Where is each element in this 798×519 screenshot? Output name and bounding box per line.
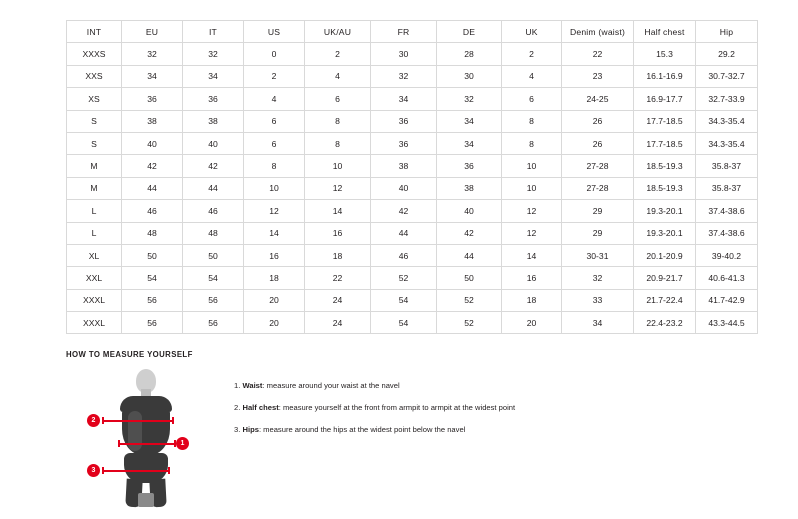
table-cell: 56 xyxy=(122,289,183,311)
table-cell: 34 xyxy=(437,132,502,154)
table-cell: 54 xyxy=(371,312,437,334)
table-cell: 52 xyxy=(437,312,502,334)
table-cell: 17.7-18.5 xyxy=(634,132,696,154)
table-cell: 0 xyxy=(244,43,305,65)
table-cell: 36 xyxy=(371,132,437,154)
table-cell: 32 xyxy=(437,88,502,110)
measure-note-number: 3. xyxy=(234,425,241,435)
table-cell: 16 xyxy=(305,222,371,244)
table-cell: 38 xyxy=(183,110,244,132)
table-cell-size-label: XXS xyxy=(67,65,122,87)
table-row xyxy=(67,312,758,334)
table-cell: 50 xyxy=(437,267,502,289)
table-column-header: DE xyxy=(437,21,502,43)
measure-marker-3: 3 xyxy=(87,464,100,477)
half-chest-tick-right xyxy=(172,417,174,424)
table-cell: 32 xyxy=(371,65,437,87)
table-cell: 30 xyxy=(437,65,502,87)
table-cell: 30-31 xyxy=(562,244,634,266)
table-cell: 4 xyxy=(244,88,305,110)
table-cell: 6 xyxy=(502,88,562,110)
table-cell: 14 xyxy=(502,244,562,266)
table-cell: 34 xyxy=(437,110,502,132)
table-cell: 40 xyxy=(122,132,183,154)
table-cell-size-label: XXXL xyxy=(67,289,122,311)
table-cell: 18 xyxy=(305,244,371,266)
table-row xyxy=(67,132,758,154)
table-cell: 32 xyxy=(562,267,634,289)
how-to-measure-body xyxy=(66,369,766,509)
half-chest-tick-left xyxy=(102,417,104,424)
measure-note-text: : measure around your waist at the navel xyxy=(262,381,400,390)
table-cell: 6 xyxy=(305,88,371,110)
waist-tick-left xyxy=(118,440,120,447)
table-cell: 12 xyxy=(502,200,562,222)
table-cell: 40 xyxy=(371,177,437,199)
table-cell: 44 xyxy=(122,177,183,199)
table-cell: 46 xyxy=(122,200,183,222)
table-cell: 20 xyxy=(502,312,562,334)
table-cell: 41.7-42.9 xyxy=(696,289,758,311)
table-cell: 20 xyxy=(244,312,305,334)
table-cell: 46 xyxy=(183,200,244,222)
table-cell: 8 xyxy=(305,132,371,154)
mannequin-illustration xyxy=(86,369,206,509)
hips-measure-line xyxy=(102,470,170,472)
table-cell: 12 xyxy=(305,177,371,199)
measure-marker-2: 2 xyxy=(87,414,100,427)
table-cell: 29.2 xyxy=(696,43,758,65)
measure-note-term: Waist xyxy=(242,381,263,390)
table-cell: 36 xyxy=(437,155,502,177)
table-cell: 42 xyxy=(371,200,437,222)
table-cell: 56 xyxy=(183,312,244,334)
table-cell: 4 xyxy=(502,65,562,87)
table-column-header: Half chest xyxy=(634,21,696,43)
table-cell-size-label: L xyxy=(67,222,122,244)
table-cell: 36 xyxy=(122,88,183,110)
table-column-header: UK xyxy=(502,21,562,43)
table-cell-size-label: S xyxy=(67,110,122,132)
table-cell: 50 xyxy=(122,244,183,266)
table-row xyxy=(67,200,758,222)
table-cell: 52 xyxy=(371,267,437,289)
size-conversion-table-container xyxy=(66,20,745,334)
measure-note-number: 2. xyxy=(234,403,241,413)
table-column-header: Denim (waist) xyxy=(562,21,634,43)
table-cell: 17.7-18.5 xyxy=(634,110,696,132)
table-cell-size-label: XXL xyxy=(67,267,122,289)
table-cell: 44 xyxy=(371,222,437,244)
table-cell: 34 xyxy=(183,65,244,87)
table-cell: 34.3-35.4 xyxy=(696,132,758,154)
table-cell: 24 xyxy=(305,312,371,334)
table-cell: 56 xyxy=(122,312,183,334)
table-cell: 35.8-37 xyxy=(696,155,758,177)
hips-tick-right xyxy=(168,467,170,474)
table-cell: 48 xyxy=(122,222,183,244)
table-cell: 44 xyxy=(437,244,502,266)
table-cell: 34.3-35.4 xyxy=(696,110,758,132)
table-body xyxy=(67,43,758,334)
table-cell: 24 xyxy=(305,289,371,311)
table-column-header: UK/AU xyxy=(305,21,371,43)
table-cell: 22.4-23.2 xyxy=(634,312,696,334)
table-cell: 44 xyxy=(183,177,244,199)
table-row xyxy=(67,88,758,110)
table-header-row xyxy=(67,21,758,43)
table-cell: 37.4-38.6 xyxy=(696,200,758,222)
table-cell: 29 xyxy=(562,222,634,244)
table-cell-size-label: L xyxy=(67,200,122,222)
table-cell: 16 xyxy=(244,244,305,266)
measure-note-text: : measure yourself at the front from armpit to armpit at the widest point xyxy=(278,403,516,413)
mannequin-stand-shape xyxy=(138,493,154,507)
table-cell-size-label: XL xyxy=(67,244,122,266)
table-cell: 54 xyxy=(183,267,244,289)
table-cell: 23 xyxy=(562,65,634,87)
table-cell-size-label: S xyxy=(67,132,122,154)
table-cell: 36 xyxy=(183,88,244,110)
measure-note xyxy=(234,381,515,390)
table-cell: 42 xyxy=(122,155,183,177)
table-cell: 56 xyxy=(183,289,244,311)
table-cell: 18 xyxy=(244,267,305,289)
table-cell: 26 xyxy=(562,132,634,154)
table-cell: 2 xyxy=(305,43,371,65)
table-cell: 6 xyxy=(244,110,305,132)
table-cell: 21.7-22.4 xyxy=(634,289,696,311)
measure-note-term: Half chest xyxy=(242,403,279,413)
table-cell: 46 xyxy=(371,244,437,266)
table-cell-size-label: XXXS xyxy=(67,43,122,65)
table-cell: 20 xyxy=(244,289,305,311)
table-column-header: Hip xyxy=(696,21,758,43)
table-cell: 16.1-16.9 xyxy=(634,65,696,87)
measure-note xyxy=(234,403,515,412)
table-cell: 30.7-32.7 xyxy=(696,65,758,87)
table-row xyxy=(67,244,758,266)
table-cell: 38 xyxy=(122,110,183,132)
table-cell: 8 xyxy=(502,110,562,132)
table-cell: 2 xyxy=(244,65,305,87)
table-cell: 34 xyxy=(371,88,437,110)
table-row xyxy=(67,43,758,65)
table-cell: 26 xyxy=(562,110,634,132)
size-conversion-table xyxy=(66,20,758,334)
table-cell: 40.6-41.3 xyxy=(696,267,758,289)
table-column-header: INT xyxy=(67,21,122,43)
measure-note xyxy=(234,425,515,434)
table-cell-size-label: M xyxy=(67,155,122,177)
table-cell-size-label: XS xyxy=(67,88,122,110)
table-cell: 8 xyxy=(305,110,371,132)
table-cell: 50 xyxy=(183,244,244,266)
table-cell: 18.5-19.3 xyxy=(634,177,696,199)
table-cell: 40 xyxy=(183,132,244,154)
table-cell: 6 xyxy=(244,132,305,154)
table-cell: 39-40.2 xyxy=(696,244,758,266)
table-row xyxy=(67,222,758,244)
table-cell: 22 xyxy=(305,267,371,289)
table-cell: 48 xyxy=(183,222,244,244)
table-cell: 2 xyxy=(502,43,562,65)
table-cell: 10 xyxy=(502,155,562,177)
table-cell: 20.9-21.7 xyxy=(634,267,696,289)
table-cell: 32 xyxy=(122,43,183,65)
table-cell: 20.1-20.9 xyxy=(634,244,696,266)
table-cell: 18.5-19.3 xyxy=(634,155,696,177)
table-cell: 27-28 xyxy=(562,177,634,199)
table-cell: 22 xyxy=(562,43,634,65)
table-header xyxy=(67,21,758,43)
table-column-header: IT xyxy=(183,21,244,43)
table-cell: 34 xyxy=(562,312,634,334)
table-cell: 15.3 xyxy=(634,43,696,65)
how-to-measure-section xyxy=(66,350,766,509)
table-cell: 35.8-37 xyxy=(696,177,758,199)
table-cell: 37.4-38.6 xyxy=(696,222,758,244)
table-cell: 54 xyxy=(122,267,183,289)
table-cell: 33 xyxy=(562,289,634,311)
table-cell: 10 xyxy=(305,155,371,177)
table-column-header: EU xyxy=(122,21,183,43)
hips-tick-left xyxy=(102,467,104,474)
table-row xyxy=(67,110,758,132)
table-row xyxy=(67,177,758,199)
table-row xyxy=(67,267,758,289)
mannequin-torso-highlight xyxy=(128,411,142,451)
table-cell: 42 xyxy=(437,222,502,244)
table-cell: 14 xyxy=(305,200,371,222)
table-row xyxy=(67,155,758,177)
measure-notes-list xyxy=(234,369,515,447)
table-cell: 36 xyxy=(371,110,437,132)
table-cell: 43.3-44.5 xyxy=(696,312,758,334)
table-cell: 10 xyxy=(502,177,562,199)
table-cell: 38 xyxy=(437,177,502,199)
table-row xyxy=(67,65,758,87)
table-cell: 34 xyxy=(122,65,183,87)
table-cell: 42 xyxy=(183,155,244,177)
measure-note-number: 1. xyxy=(234,381,241,390)
table-column-header: FR xyxy=(371,21,437,43)
table-cell: 28 xyxy=(437,43,502,65)
measure-note-term: Hips xyxy=(242,425,259,435)
table-cell: 32.7-33.9 xyxy=(696,88,758,110)
how-to-measure-title: HOW TO MEASURE YOURSELF xyxy=(66,350,193,359)
measure-marker-1: 1 xyxy=(176,437,189,450)
table-cell: 54 xyxy=(371,289,437,311)
table-cell: 38 xyxy=(371,155,437,177)
table-cell: 16 xyxy=(502,267,562,289)
table-cell-size-label: XXXL xyxy=(67,312,122,334)
table-cell: 12 xyxy=(502,222,562,244)
table-cell: 12 xyxy=(244,200,305,222)
table-cell: 19.3-20.1 xyxy=(634,222,696,244)
table-cell: 30 xyxy=(371,43,437,65)
table-cell: 19.3-20.1 xyxy=(634,200,696,222)
table-cell-size-label: M xyxy=(67,177,122,199)
table-cell: 32 xyxy=(183,43,244,65)
table-cell: 27-28 xyxy=(562,155,634,177)
table-cell: 10 xyxy=(244,177,305,199)
table-cell: 40 xyxy=(437,200,502,222)
table-cell: 8 xyxy=(502,132,562,154)
table-cell: 4 xyxy=(305,65,371,87)
table-cell: 24-25 xyxy=(562,88,634,110)
half-chest-measure-line xyxy=(102,420,174,422)
table-cell: 8 xyxy=(244,155,305,177)
table-column-header: US xyxy=(244,21,305,43)
table-cell: 14 xyxy=(244,222,305,244)
table-row xyxy=(67,289,758,311)
table-cell: 18 xyxy=(502,289,562,311)
table-cell: 29 xyxy=(562,200,634,222)
table-cell: 52 xyxy=(437,289,502,311)
measure-note-text: : measure around the hips at the widest point below the navel xyxy=(258,425,466,435)
waist-measure-line xyxy=(118,443,176,445)
table-cell: 16.9-17.7 xyxy=(634,88,696,110)
